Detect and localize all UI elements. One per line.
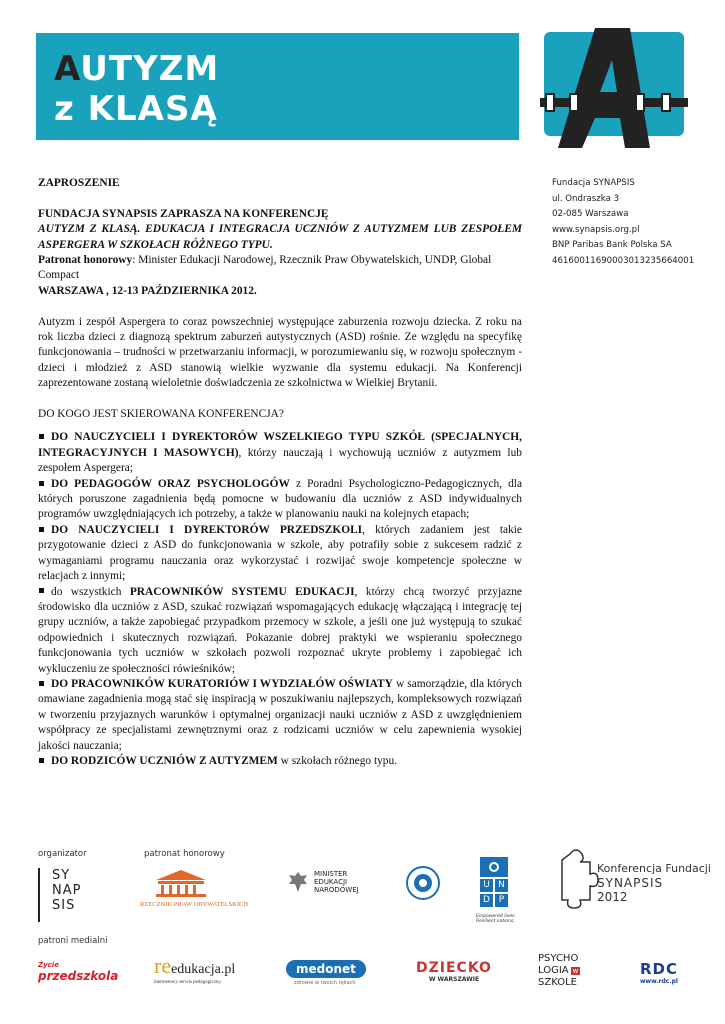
patronage-line	[38, 253, 522, 284]
audience-question: DO KOGO JEST SKIEROWANA KONFERENCJA?	[38, 408, 284, 421]
audience-list	[38, 430, 522, 769]
list-item: DO PRACOWNIKÓW KURATORIÓW I WYDZIAŁÓW OŚWIATY w samorządzie, dla których omawiane zagadnienia mogą stać się inspiracją w poszukiwaniu najlepszych, kompleksowych rozwiązań w tworzeniu przyjaznych warunków i optymalnej organizacji nauki uczniów z ASD z uwzględnieniem współpracy ze specjalistami zewnętrznymi oraz z rodzicami uczniów w celu zapewnienia wysokiej jakości nauczania;	[38, 677, 522, 752]
title-first-letter: A	[54, 49, 81, 89]
dziecko-w-warszawie-logo: DZIECKO W WARSZAWIE	[416, 960, 492, 983]
ministry-text: MINISTER EDUKACJI NARODOWEJ	[314, 870, 359, 894]
invitation-letter	[38, 176, 522, 769]
puzzle-figure-icon	[560, 846, 600, 916]
foundation-address	[552, 176, 694, 269]
psychologia-w-szkole-logo: PSYCHO LOGIA w SZKOLE	[538, 953, 579, 988]
eagle-emblem-icon	[287, 870, 309, 894]
patronage-label: Patronat honorowy	[38, 254, 133, 267]
rpo-building-icon	[146, 868, 216, 898]
address-line: Fundacja SYNAPSIS	[552, 178, 635, 188]
media-patrons-label: patroni medialni	[38, 936, 108, 946]
address-line: ul. Ondraszka 3	[552, 193, 620, 204]
address-line: 02-085 Warszawa	[552, 209, 629, 219]
global-compact-icon	[405, 865, 441, 901]
autyzm-a-logo	[540, 22, 688, 154]
invite-line: FUNDACJA SYNAPSIS ZAPRASZA NA KONFERENCJĘ	[38, 207, 329, 220]
medonet-logo: medonet zdrowie w twoich rękach	[286, 960, 370, 986]
list-item: DO RODZICÓW UCZNIÓW Z AUTYZMEM w szkołach różnego typu.	[38, 754, 522, 769]
address-account: 46160011690003013235664001	[552, 255, 695, 266]
list-item: DO NAUCZYCIELI I DYREKTORÓW PRZEDSZKOLI, których zadaniem jest takie przygotowanie dzieci z ASD do funkcjonowania w szkole, aby potrafiły sobie z sukcesem radzić z wymaganiami programu nauczania oraz wykorzystać i rozwijać swoje kompetencje społeczne w relacjach z innymi;	[38, 523, 522, 583]
conference-foundation-logo: Konferencja Fundacji SYNAPSIS 2012	[597, 862, 711, 904]
undp-tagline: Empowered lives. Resilient nations.	[476, 914, 516, 924]
rdc-logo: RDC www.rdc.pl	[640, 960, 679, 985]
undp-logo: U N D P	[480, 857, 508, 907]
list-item: do wszystkich PRACOWNIKÓW SYSTEMU EDUKACJI, którzy chcą tworzyć przyjazne środowisko dla uczniów z ASD, szukać rozwiązań wspomagających edukację włączającą i integrację tej grupy uczniów, a także zapobiegać przypadkom przemocy w szkole, a jeśli one już występują to szukać odpowiednich i skutecznych rozwiązań. Pokazanie dobrej praktyki we wspieraniu społecznego funkcjonowania tych uczniów w szkołach pozwoli rozpoznać ukryte problemy i zapobiegać ich wykluczeniu ze społeczności rówieśników;	[38, 585, 522, 675]
letter-heading: ZAPROSZENIE	[38, 177, 120, 189]
address-line: BNP Paribas Bank Polska SA	[552, 240, 672, 250]
event-title	[54, 49, 219, 129]
list-item: DO PEDAGOGÓW ORAZ PSYCHOLOGÓW z Poradni Psychologiczno-Pedagogicznych, dla których poruszone zagadnienia będą pomocne w budowaniu dla uczniów z ASD indywidualnych programów uwzględniających ich potrzeby, a także w planowaniu nauki na kolejnych etapach;	[38, 477, 523, 521]
address-website[interactable]: www.synapsis.org.pl	[552, 224, 640, 235]
intro-paragraph: Autyzm i zespół Aspergera to coraz powszechniej występujące zaburzenia rozwoju dziecka. Z roku na rok liczba dzieci z diagnozą spektrum zaburzeń autystycznych (ASD) rośnie. Ze względu na specyfikę funkcjonowania – trudności w przetwarzaniu informacji, w porozumiewaniu się, w rozwoju społecznym - dzieci i młodzież z ASD stanowią wielkie wyzwanie dla systemu edukacji. Na Konferencji zaprezentowane zostaną wieloletnie doświadczenia ze szkolnictwa w Wielkiej Brytanii.	[38, 315, 522, 390]
list-item: DO NAUCZYCIELI I DYREKTORÓW WSZELKIEGO TYPU SZKÓŁ (SPECJALNYCH, INTEGRACYJNYCH I MASOWYCH), którzy nauczają i wychowują uczniów z autyzmem lub zespołem Aspergera;	[38, 431, 522, 475]
reedukacja-logo: reedukacja.pl internetowy serwis pedagogiczny	[154, 953, 236, 985]
synapsis-logo: SY NAP SIS	[38, 868, 84, 922]
title-line1-rest: UTYZM	[80, 49, 220, 89]
zycie-przedszkola-logo: Życie przedszkola	[38, 961, 119, 983]
date-line: WARSZAWA , 12-13 PAŹDZIERNIKA 2012.	[38, 284, 257, 297]
organizer-label: organizator	[38, 849, 87, 859]
patronage-text: : Minister Edukacji Narodowej, Rzecznik Praw Obywatelskich, UNDP, Global Compact	[38, 254, 492, 282]
rpo-text: RZECZNIK PRAW OBYWATELSKICH	[140, 901, 249, 908]
title-line2: z KLASĄ	[54, 89, 218, 129]
patronage-honorary-label: patronat honorowy	[144, 849, 225, 859]
conference-title: AUTYZM Z KLASĄ. EDUKACJA I INTEGRACJA UCZNIÓW Z AUTYZMEM LUB ZESPOŁEM ASPERGERA W SZKOŁACH RÓŻNEGO TYPU.	[38, 223, 522, 251]
